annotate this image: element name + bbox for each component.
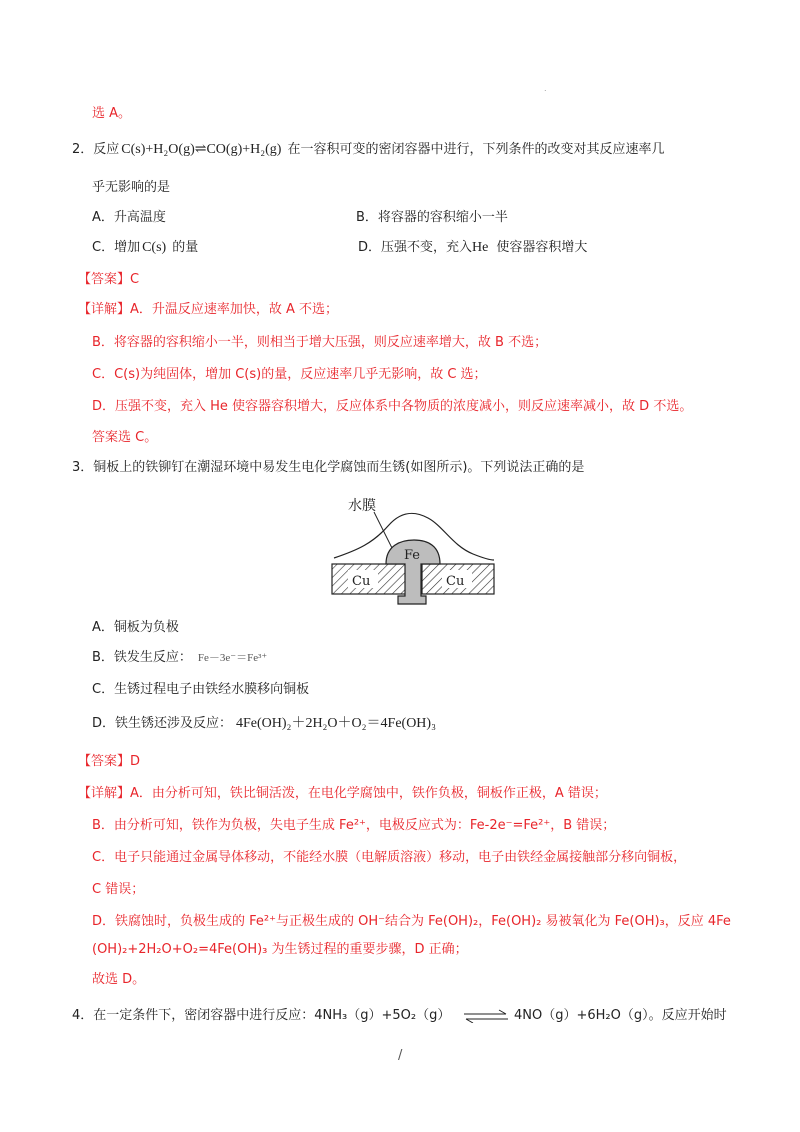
question-3-detail-7: 故选 D。	[92, 972, 146, 987]
question-2-option-a: A．升高温度	[92, 210, 166, 225]
question-3-option-b	[92, 648, 267, 668]
question-4-number: 4．	[72, 1008, 94, 1023]
question-3-detail-1: 【详解】A．由分析可知，铁比铜活泼，在电化学腐蚀中，铁作负极，铜板作正极，A 错误；	[78, 786, 607, 801]
question-3-detail-3: C．电子只能通过金属导体移动，不能经水膜（电解质溶液）移动，电子由铁经金属接触部分移向铜板，	[92, 850, 687, 865]
question-2-option-c	[92, 238, 198, 258]
question-3-stem	[72, 458, 584, 478]
question-2-stem-b: 在一容积可变的密闭容器中进行，下列条件的改变对其反应速率几	[287, 142, 665, 157]
question-3-option-b-text: B．铁发生反应：	[92, 650, 192, 665]
cu-left-label: Cu	[352, 574, 371, 589]
question-4-stem-a: 在一定条件下，密闭容器中进行反应：4NH₃（g）+5O₂（g）	[93, 1008, 451, 1023]
question-2-detail-5: 答案选 C。	[92, 430, 158, 445]
question-2-option-d-post: 使容器容积增大	[496, 240, 588, 255]
rivet-corrosion-figure	[328, 488, 500, 606]
question-2-option-d	[358, 238, 587, 258]
question-3-stem-text: 铜板上的铁铆钉在潮湿环境中易发生电化学腐蚀而生锈(如图所示)。下列说法正确的是	[93, 460, 585, 475]
question-3-number: 3．	[72, 460, 94, 475]
question-2-option-d-eq: He	[472, 240, 489, 255]
question-2-number: 2．	[72, 142, 94, 157]
question-2-option-c-post: 的量	[172, 240, 199, 255]
question-4-stem	[72, 1006, 450, 1026]
question-2-detail-3: C．C(s)为纯固体，增加 C(s)的量，反应速率几乎无影响，故 C 选；	[92, 367, 487, 382]
question-3-detail-5: D．铁腐蚀时，负极生成的 Fe²⁺与正极生成的 OH⁻结合为 Fe(OH)₂，Fe(OH)₂ 易被氧化为 Fe(OH)₃，反应 4Fe	[92, 914, 731, 929]
question-2-option-d-pre: D．压强不变，充入	[358, 240, 473, 255]
question-2-detail-2: B．将容器的容积缩小一半，则相当于增大压强，则反应速率增大，故 B 不选；	[92, 335, 548, 350]
question-3-option-a: A．铜板为负极	[92, 620, 179, 635]
question-3-option-d	[92, 714, 436, 734]
question-3-detail-6: (OH)₂+2H₂O+O₂=4Fe(OH)₃ 为生锈过程的重要步骤，D 正确；	[92, 942, 468, 957]
question-2-detail-4: D．压强不变，充入 He 使容器容积增大，反应体系中各物质的浓度减小，则反应速率减小，故 D 不选。	[92, 399, 693, 414]
question-3-detail-2: B．由分析可知，铁作为负极，失电子生成 Fe²⁺，电极反应式为：Fe-2e⁻=Fe²⁺，B 错误；	[92, 818, 616, 833]
question-2-stem	[72, 140, 664, 160]
question-2-equation: C(s)+H₂O(g)⇌CO(g)+H₂(g)	[121, 142, 282, 157]
question-2-option-b: B．将容器的容积缩小一半	[356, 210, 508, 225]
question-2-stem-cont: 乎无影响的是	[92, 180, 171, 195]
question-2-stem-a: 反应	[93, 142, 120, 157]
question-3-answer: 【答案】D	[78, 754, 141, 769]
question-3-option-b-eq: Fe－3e⁻＝Fe³⁺	[197, 652, 268, 664]
question-2-option-c-eq: C(s)	[142, 240, 167, 255]
stray-dot: .	[544, 84, 547, 93]
equilibrium-arrow-icon	[462, 1009, 510, 1023]
question-2-detail-1: 【详解】A．升温反应速率加快，故 A 不选；	[78, 302, 339, 317]
question-4-stem-b: 4NO（g）+6H₂O（g）。反应开始时	[514, 1008, 727, 1023]
question-3-option-c: C．生锈过程电子由铁经水膜移向铜板	[92, 682, 310, 697]
question-2-answer: 【答案】C	[78, 272, 140, 287]
question-3-option-d-text: D．铁生锈还涉及反应：	[92, 716, 233, 731]
question-2-option-c-pre: C．增加	[92, 240, 141, 255]
water-film-leader	[374, 512, 392, 548]
fe-label: Fe	[404, 548, 421, 563]
page-footer: /	[398, 1048, 403, 1063]
prev-answer-tail: 选 A。	[92, 106, 132, 121]
cu-right-label: Cu	[446, 574, 465, 589]
question-3-detail-4: C 错误；	[92, 882, 145, 897]
question-3-option-d-eq: 4Fe(OH)₂＋2H₂O＋O₂＝4Fe(OH)₃	[236, 716, 436, 731]
water-film-label: 水膜	[348, 498, 376, 514]
